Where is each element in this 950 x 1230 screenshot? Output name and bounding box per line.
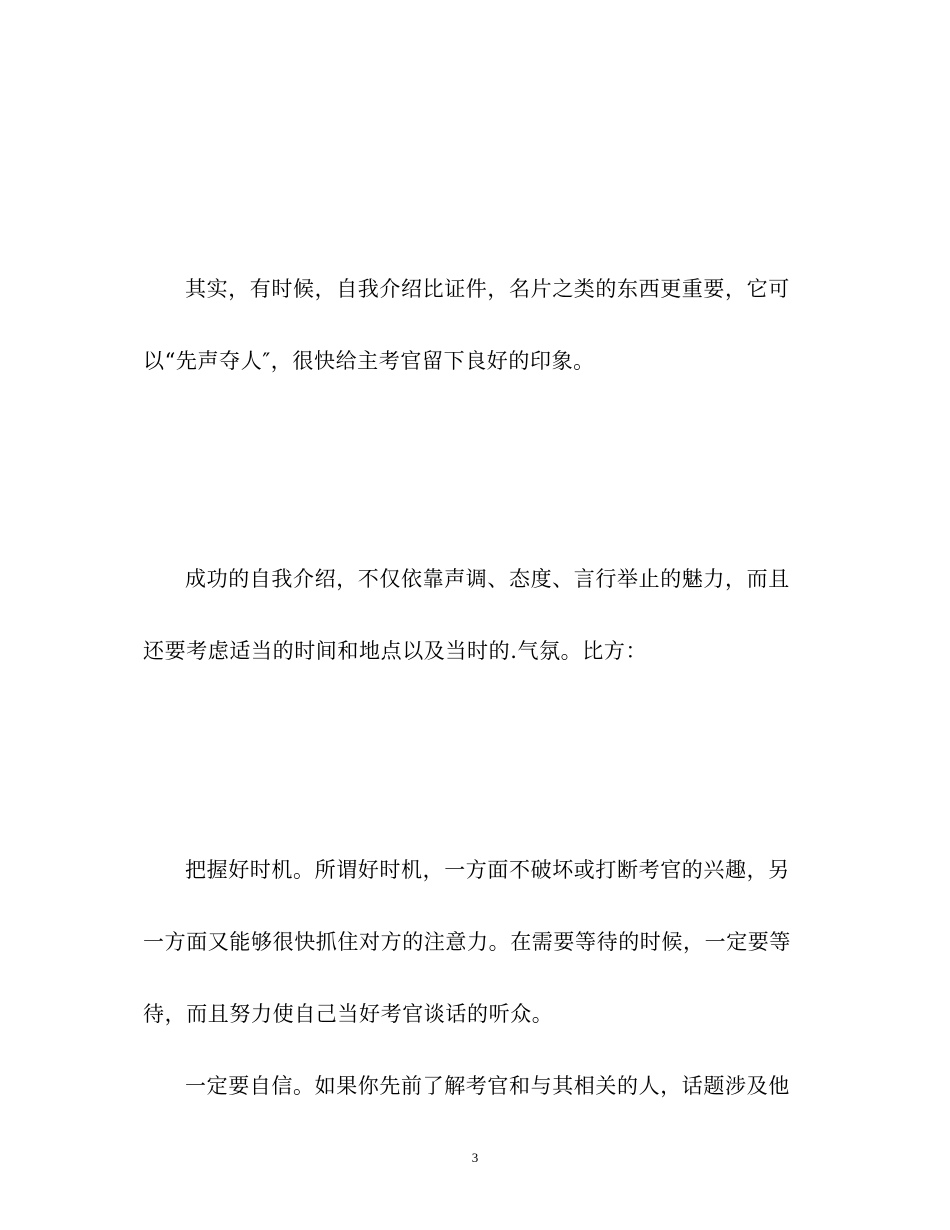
paragraph-1-line-2: 以“先声夺人″，很快给主考官留下良好的印象。 (143, 349, 595, 373)
paragraph-3-line-3: 待，而且努力使自己当好考官谈话的听众。 (143, 1002, 554, 1026)
page-number: 3 (471, 1150, 479, 1165)
paragraph-2-line-1: 成功的自我介绍，不仅依靠声调、态度、言行举止的魅力，而且 (185, 567, 790, 591)
paragraph-1-line-1: 其实，有时候，自我介绍比证件，名片之类的东西更重要，它可 (185, 277, 790, 301)
paragraph-2-line-2: 还要考虑适当的时间和地点以及当时的.气氛。比方： (143, 639, 648, 663)
paragraph-3-line-2: 一方面又能够很快抓住对方的注意力。在需要等待的时候，一定要等 (143, 930, 791, 954)
paragraph-4-line-1: 一定要自信。如果你先前了解考官和与其相关的人，话题涉及他 (185, 1074, 790, 1098)
paragraph-3-line-1: 把握好时机。所谓好时机，一方面不破坏或打断考官的兴趣，另 (185, 858, 790, 882)
